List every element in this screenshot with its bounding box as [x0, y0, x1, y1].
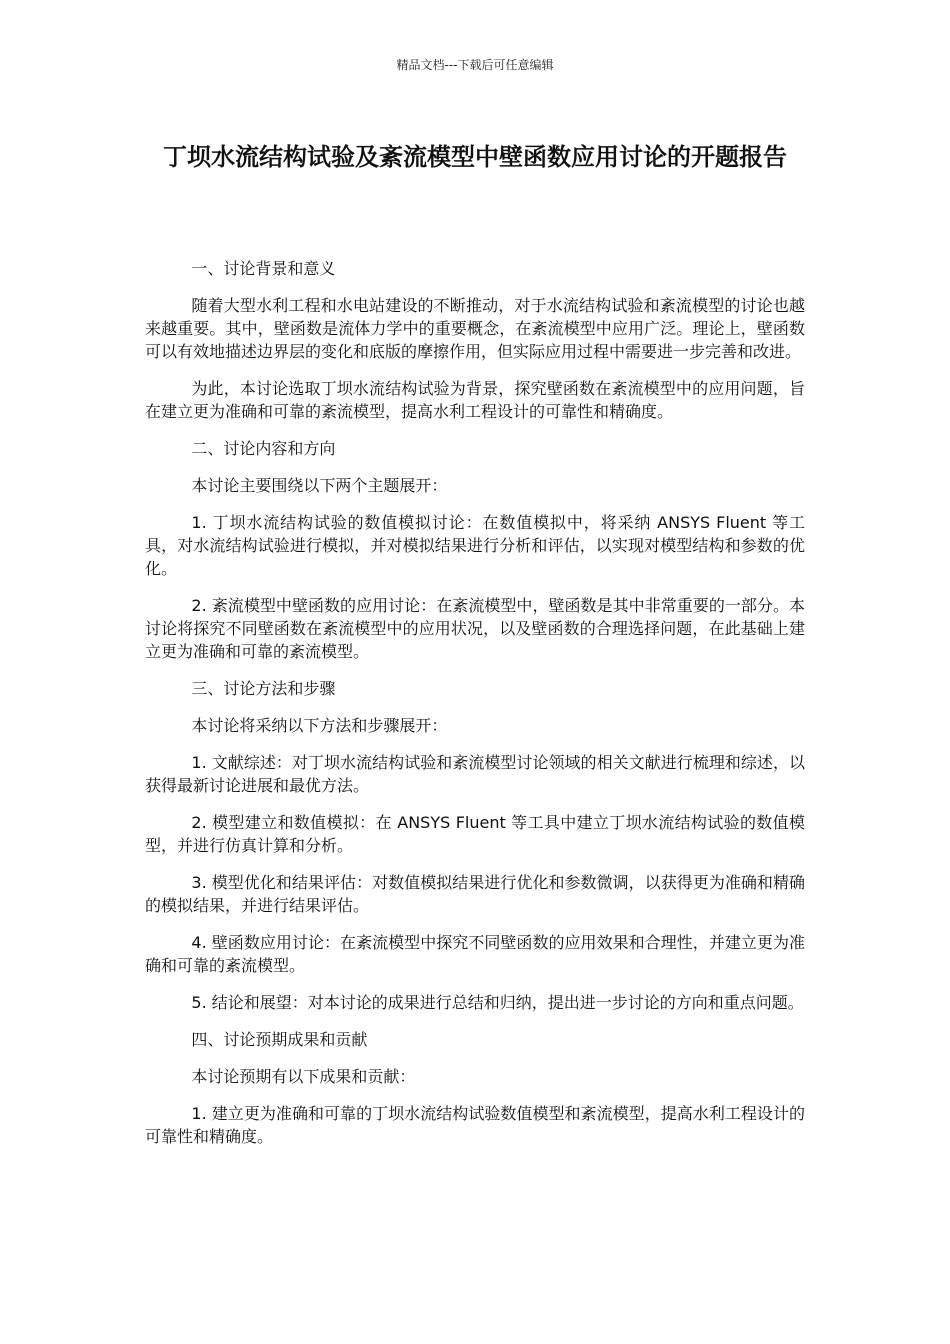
- section-heading-background: 一、讨论背景和意义: [191, 259, 336, 278]
- list-item: 4. 壁函数应用讨论：在紊流模型中探究不同壁函数的应用效果和合理性，并建立更为准确和可靠的紊流模型。: [145, 933, 805, 975]
- list-item: 2. 紊流模型中壁函数的应用讨论：在紊流模型中，壁函数是其中非常重要的一部分。本讨论将探究不同壁函数在紊流模型中的应用状况，以及壁函数的合理选择问题，在此基础上建立更为准确和可靠的紊流模型。: [145, 596, 805, 661]
- paragraph: 随着大型水利工程和水电站建设的不断推动，对于水流结构试验和紊流模型的讨论也越来越重要。其中，壁函数是流体力学中的重要概念，在紊流模型中应用广泛。理论上，壁函数可以有效地描述边界层的变化和底版的摩擦作用，但实际应用过程中需要进一步完善和改进。: [145, 296, 805, 361]
- section-heading-methods: 三、讨论方法和步骤: [191, 679, 336, 698]
- list-item: 5. 结论和展望：对本讨论的成果进行总结和归纳，提出进一步讨论的方向和重点问题。: [191, 993, 804, 1012]
- list-item: 1. 建立更为准确和可靠的丁坝水流结构试验数值模型和紊流模型，提高水利工程设计的可靠性和精确度。: [145, 1104, 805, 1146]
- list-item: 2. 模型建立和数值模拟：在 ANSYS Fluent 等工具中建立丁坝水流结构试验的数值模型，并进行仿真计算和分析。: [145, 813, 805, 855]
- paragraph: 为此，本讨论选取丁坝水流结构试验为背景，探究壁函数在紊流模型中的应用问题，旨在建立更为准确和可靠的紊流模型，提高水利工程设计的可靠性和精确度。: [145, 379, 805, 421]
- section-heading-outcomes: 四、讨论预期成果和贡献: [191, 1030, 368, 1049]
- document-title: 丁坝水流结构试验及紊流模型中壁函数应用讨论的开题报告: [163, 143, 787, 171]
- paragraph: 本讨论主要围绕以下两个主题展开：: [191, 476, 448, 495]
- list-item: 1. 文献综述：对丁坝水流结构试验和紊流模型讨论领域的相关文献进行梳理和综述，以获得最新讨论进展和最优方法。: [145, 753, 805, 795]
- document-body: [145, 257, 805, 1162]
- paragraph: 本讨论预期有以下成果和贡献：: [191, 1067, 416, 1086]
- section-heading-content: 二、讨论内容和方向: [191, 439, 336, 458]
- paragraph: 本讨论将采纳以下方法和步骤展开：: [191, 716, 448, 735]
- list-item: 1. 丁坝水流结构试验的数值模拟讨论：在数值模拟中，将采纳 ANSYS Fluent 等工具，对水流结构试验进行模拟，并对模拟结果进行分析和评估，以实现对模型结构和参数的优化。: [145, 513, 805, 578]
- page-header: 精品文档---下载后可任意编辑: [396, 58, 554, 72]
- list-item: 3. 模型优化和结果评估：对数值模拟结果进行优化和参数微调，以获得更为准确和精确的模拟结果，并进行结果评估。: [145, 873, 805, 915]
